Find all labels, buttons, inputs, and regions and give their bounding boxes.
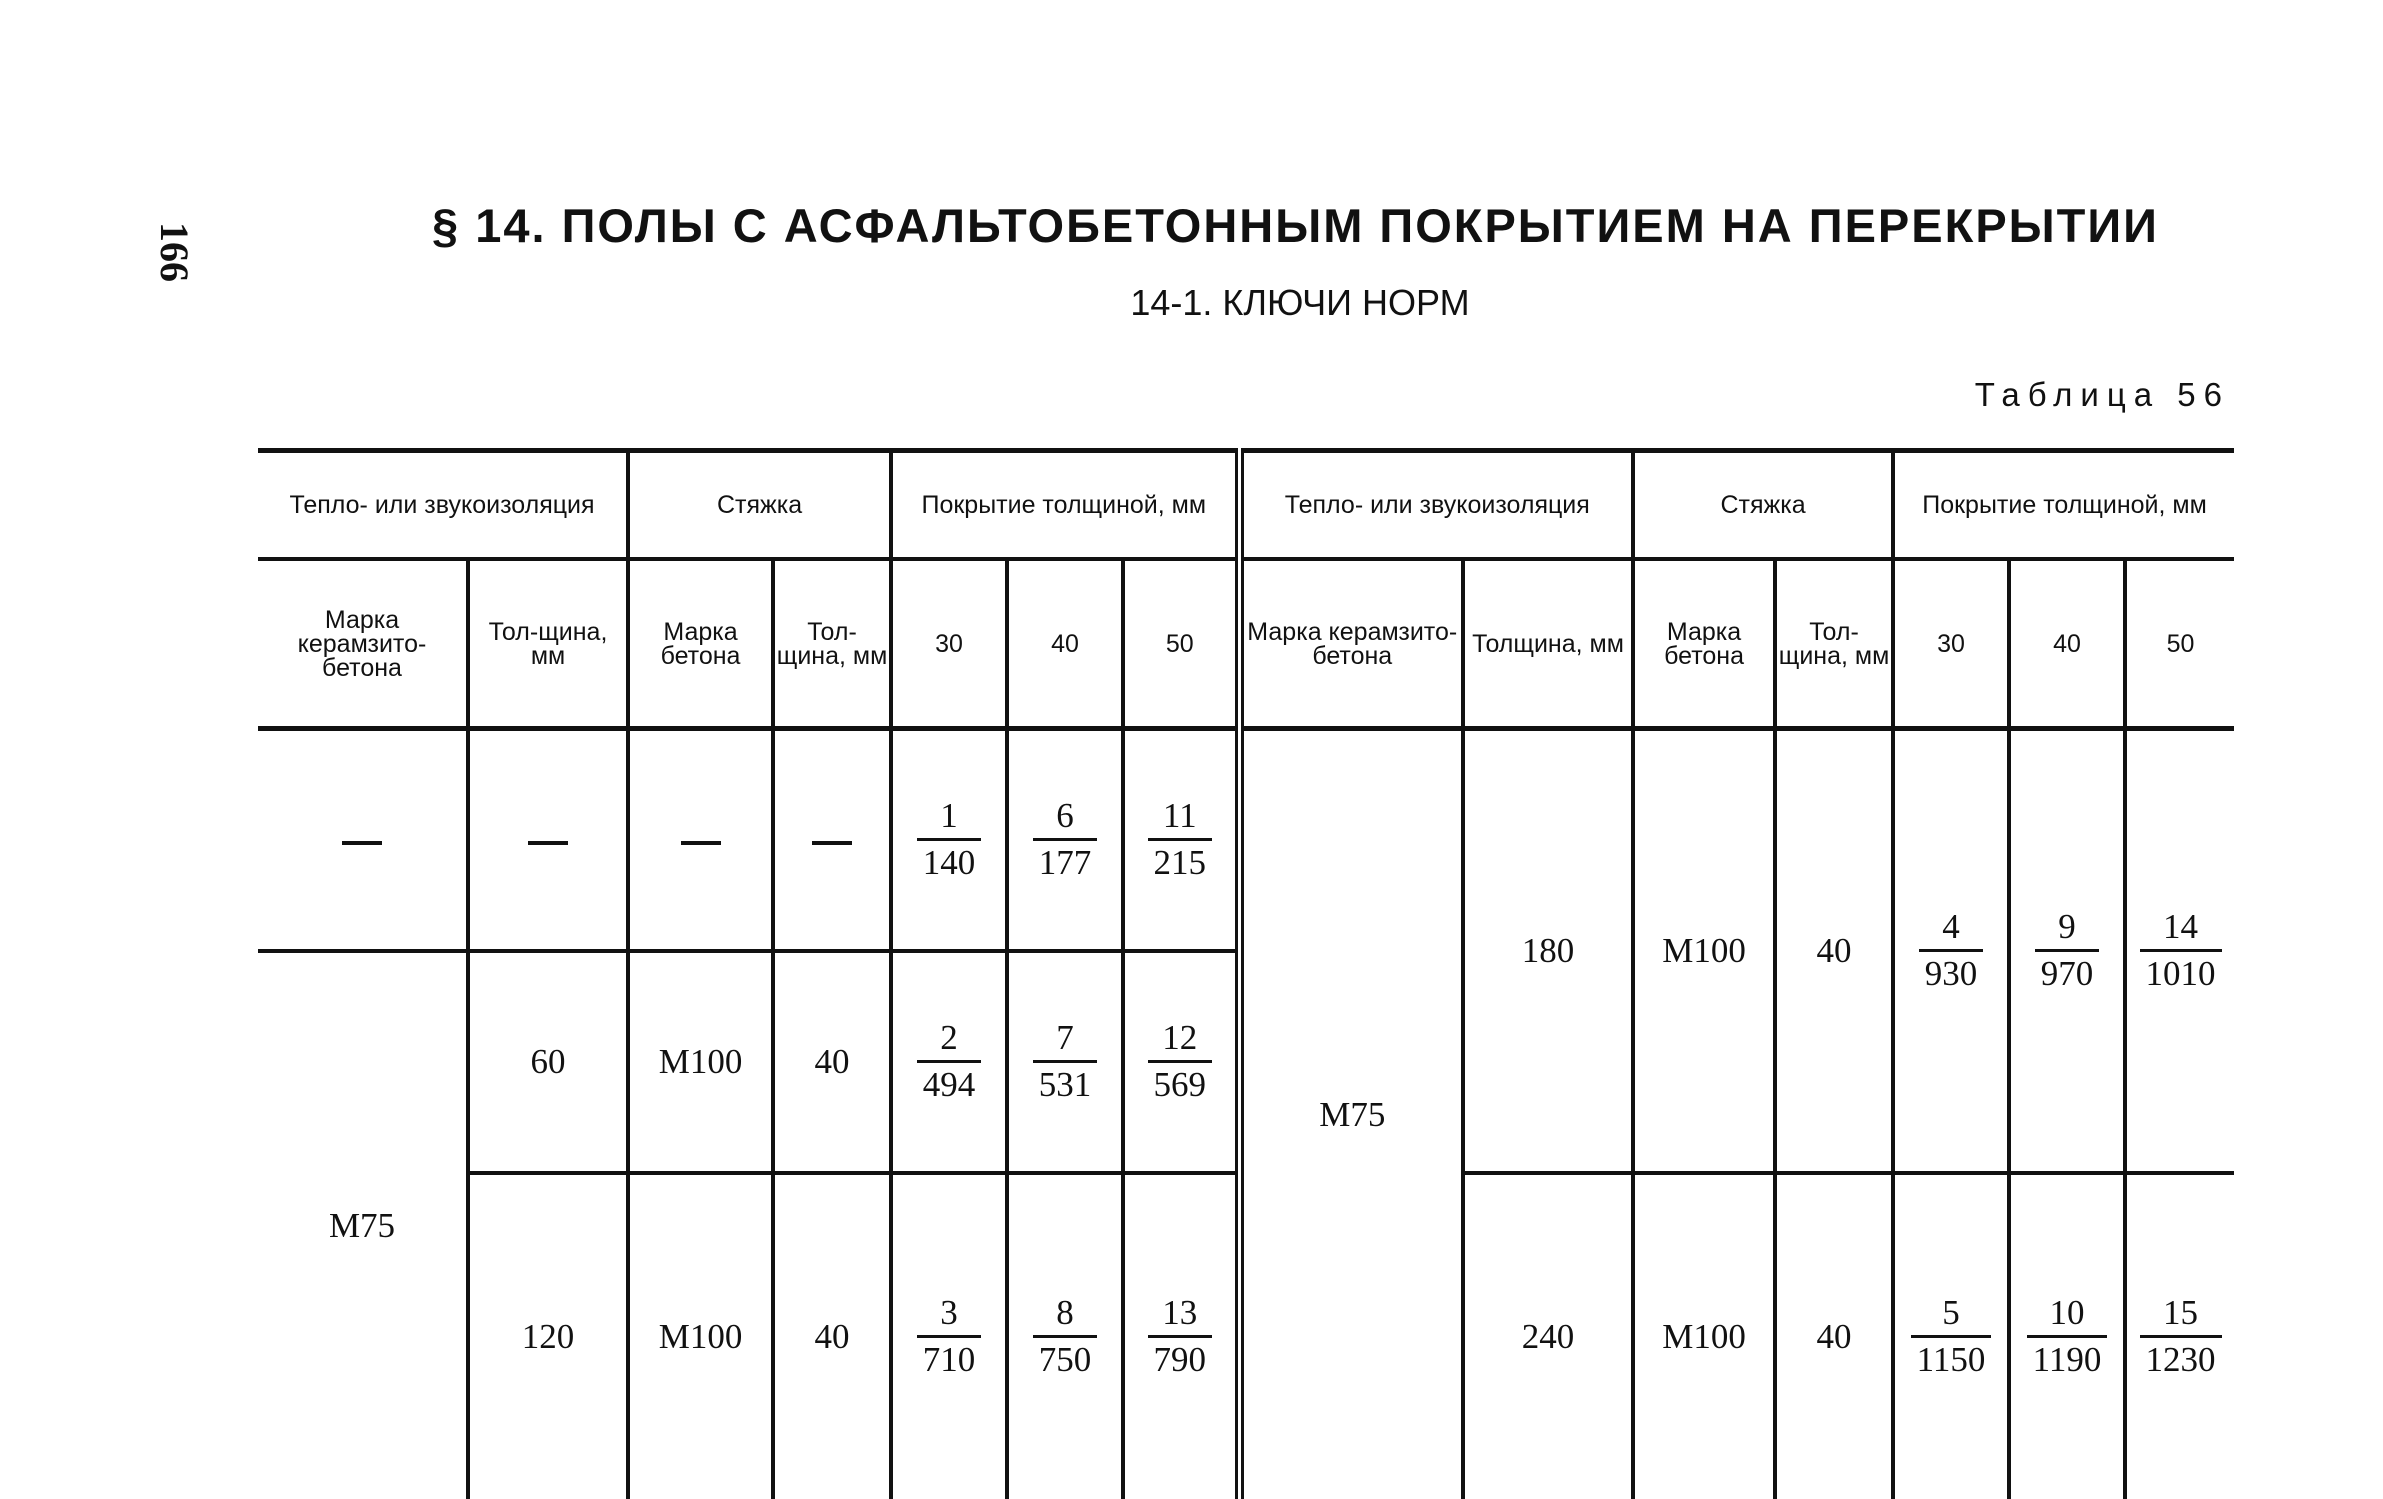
cell-coat-50 xyxy=(1123,729,1239,951)
header-insulation-grade-left: Марка керамзито-бетона xyxy=(258,559,468,729)
subsection-title: 14-1. КЛЮЧИ НОРМ xyxy=(1130,282,1470,323)
norm-key-fraction xyxy=(1911,1291,1992,1382)
header-coat-40-right: 40 xyxy=(2009,559,2125,729)
norm-value: 215 xyxy=(1153,843,1207,883)
norm-number: 4 xyxy=(1942,907,1960,947)
header-coat-50-right: 50 xyxy=(2125,559,2234,729)
section-title: § 14. ПОЛЫ С АСФАЛЬТОБЕТОННЫМ ПОКРЫТИЕМ НА ПЕРЕКРЫТИИ xyxy=(432,199,2159,252)
norm-value: 494 xyxy=(922,1065,976,1104)
norm-key-fraction xyxy=(2035,905,2100,996)
table-label: Таблица 56 xyxy=(1974,376,2230,413)
norm-value: 569 xyxy=(1153,1065,1207,1104)
cell-screed-grade: M100 xyxy=(628,951,773,1173)
cell-coat-30-right xyxy=(1893,729,2009,1173)
norm-value: 710 xyxy=(922,1340,976,1379)
norm-number: 12 xyxy=(1162,1018,1198,1057)
header-coat-50-left: 50 xyxy=(1123,559,1239,729)
norm-value: 750 xyxy=(1038,1340,1092,1379)
norm-number: 7 xyxy=(1056,1018,1074,1057)
cell-screed-thickness: 40 xyxy=(773,1173,891,1499)
norm-number: 13 xyxy=(1162,1293,1198,1332)
norm-value: 1190 xyxy=(2032,1340,2102,1379)
header-coating-left: Покрытие толщиной, мм xyxy=(891,451,1239,560)
cell-coat-40-right xyxy=(2009,729,2125,1173)
norm-number: 15 xyxy=(2163,1293,2199,1332)
cell-coat-30 xyxy=(891,951,1007,1173)
cell-coat-50-right xyxy=(2125,729,2234,1173)
cell-insulation-grade-right: M75 xyxy=(1239,729,1463,1499)
norm-number: 6 xyxy=(1056,796,1074,836)
norm-value: 177 xyxy=(1038,843,1092,883)
header-coat-30-right: 30 xyxy=(1893,559,2009,729)
table-row xyxy=(258,729,2234,951)
page-number: 166 xyxy=(152,222,197,282)
dash-mark xyxy=(681,841,721,845)
norm-number: 5 xyxy=(1942,1293,1960,1332)
header-screed-thickness-left: Тол-щина, мм xyxy=(773,559,891,729)
header-insulation-grade-right: Марка керамзито-бетона xyxy=(1239,559,1463,729)
cell-screed-grade-empty xyxy=(628,729,773,951)
cell-insulation-thickness: 60 xyxy=(468,951,628,1173)
cell-coat-30 xyxy=(891,1173,1007,1499)
cell-screed-grade: M100 xyxy=(628,1173,773,1499)
cell-screed-thickness: 40 xyxy=(773,951,891,1173)
norm-key-fraction xyxy=(1148,1016,1213,1107)
header-screed-thickness-right: Тол-щина, мм xyxy=(1775,559,1893,729)
norm-key-fraction xyxy=(1033,794,1098,885)
norm-key-fraction xyxy=(917,1291,982,1382)
cell-screed-thickness-empty xyxy=(773,729,891,951)
header-screed-right: Стяжка xyxy=(1633,451,1893,560)
cell-coat-40 xyxy=(1007,729,1123,951)
cell-coat-50 xyxy=(1123,1173,1239,1499)
header-coating-right: Покрытие толщиной, мм xyxy=(1893,451,2234,560)
norm-value: 970 xyxy=(2040,954,2094,994)
cell-insulation-thickness-right: 240 xyxy=(1463,1173,1633,1499)
cell-screed-grade-right: M100 xyxy=(1633,729,1775,1173)
norm-key-fraction xyxy=(1148,1291,1213,1382)
norm-value: 140 xyxy=(922,843,976,883)
cell-coat-30 xyxy=(891,729,1007,951)
cell-screed-grade-right: M100 xyxy=(1633,1173,1775,1499)
norm-key-fraction xyxy=(1919,905,1984,996)
norm-value: 1150 xyxy=(1916,1340,1986,1379)
norm-keys-table xyxy=(258,448,2234,1499)
norm-value: 1010 xyxy=(2145,954,2216,994)
cell-coat-30-right xyxy=(1893,1173,2009,1499)
norm-number: 14 xyxy=(2163,907,2199,947)
cell-insulation-grade-empty xyxy=(258,729,468,951)
cell-coat-50 xyxy=(1123,951,1239,1173)
norm-value: 930 xyxy=(1924,954,1978,994)
header-coat-40-left: 40 xyxy=(1007,559,1123,729)
cell-screed-thickness-right: 40 xyxy=(1775,1173,1893,1499)
dash-mark xyxy=(342,841,382,845)
header-screed-grade-right: Марка бетона xyxy=(1633,559,1775,729)
header-insulation-thickness-right: Толщина, мм xyxy=(1463,559,1633,729)
dash-mark xyxy=(528,841,568,845)
cell-coat-50-right xyxy=(2125,1173,2234,1499)
norm-value: 531 xyxy=(1038,1065,1092,1104)
norm-number: 2 xyxy=(940,1018,958,1057)
cell-insulation-thickness-empty xyxy=(468,729,628,951)
header-insulation-thickness-left: Тол-щина, мм xyxy=(468,559,628,729)
norm-number: 10 xyxy=(2049,1293,2085,1332)
header-insulation-left: Тепло- или звукоизоляция xyxy=(258,451,628,560)
header-insulation-right: Тепло- или звукоизоляция xyxy=(1239,451,1633,560)
norm-key-fraction xyxy=(1033,1291,1098,1382)
norm-value: 790 xyxy=(1153,1340,1207,1379)
cell-coat-40 xyxy=(1007,951,1123,1173)
cell-insulation-thickness-right: 180 xyxy=(1463,729,1633,1173)
cell-coat-40-right xyxy=(2009,1173,2125,1499)
cell-insulation-thickness: 120 xyxy=(468,1173,628,1499)
cell-screed-thickness-right: 40 xyxy=(1775,729,1893,1173)
norm-key-fraction xyxy=(917,794,982,885)
norm-key-fraction xyxy=(1148,794,1213,885)
header-coat-30-left: 30 xyxy=(891,559,1007,729)
norm-number: 1 xyxy=(940,796,958,836)
dash-mark xyxy=(812,841,852,845)
norm-value: 1230 xyxy=(2145,1340,2216,1379)
norm-number: 3 xyxy=(940,1293,958,1332)
norm-number: 8 xyxy=(1056,1293,1074,1332)
header-screed-left: Стяжка xyxy=(628,451,891,560)
norm-key-fraction xyxy=(1033,1016,1098,1107)
norm-key-fraction xyxy=(2140,905,2222,996)
norm-number: 9 xyxy=(2058,907,2076,947)
norm-key-fraction xyxy=(917,1016,982,1107)
cell-insulation-grade-left: M75 xyxy=(258,951,468,1499)
header-screed-grade-left: Марка бетона xyxy=(628,559,773,729)
cell-coat-40 xyxy=(1007,1173,1123,1499)
norm-key-fraction xyxy=(2140,1291,2222,1382)
norm-number: 11 xyxy=(1162,796,1197,836)
norm-key-fraction xyxy=(2027,1291,2108,1382)
